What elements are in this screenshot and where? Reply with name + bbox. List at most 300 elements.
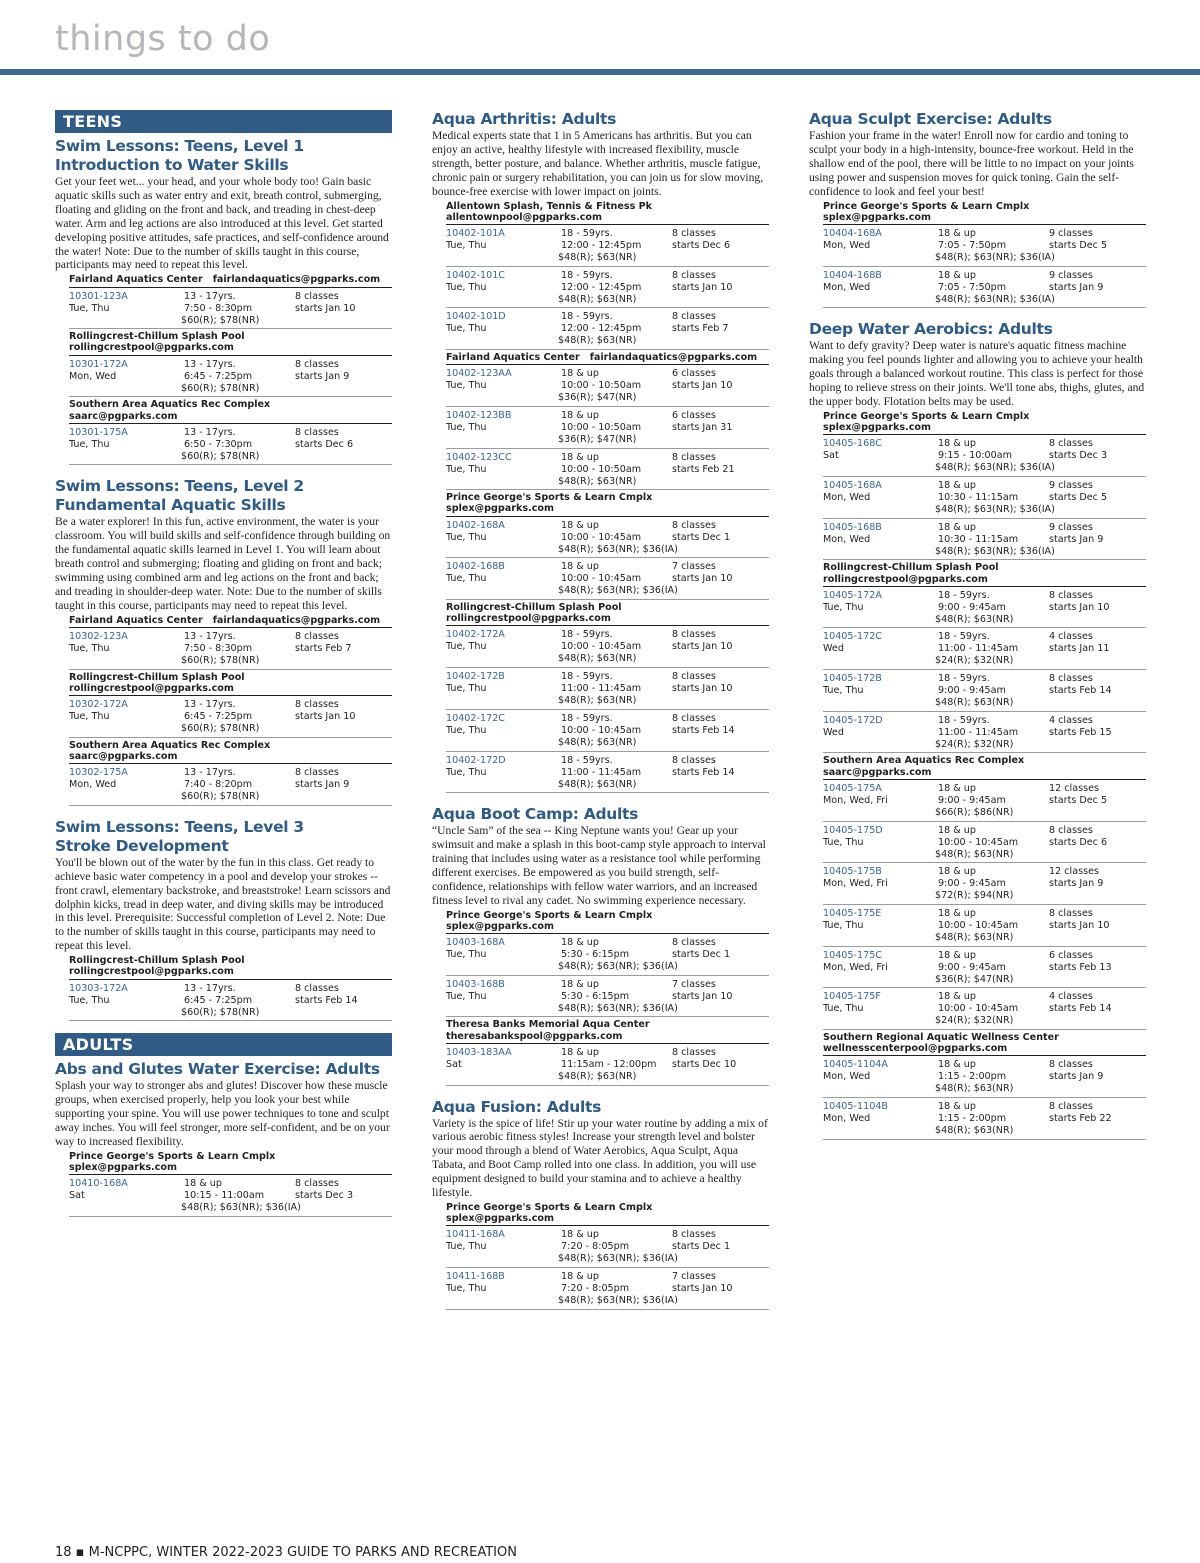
program-section [55, 137, 392, 465]
course-code[interactable]: 10402-172B [446, 671, 505, 683]
start-date: starts Dec 10 [672, 1058, 737, 1070]
class-count: 9 classes [1049, 479, 1093, 491]
class-row [69, 288, 392, 330]
days: Tue, Thu [446, 949, 487, 961]
category-bar: TEENS [55, 110, 392, 133]
course-code[interactable]: 10410-168A [69, 1178, 128, 1190]
class-row [69, 628, 392, 670]
class-row [823, 477, 1146, 519]
course-code[interactable]: 10303-172A [69, 982, 128, 994]
program-section [809, 320, 1146, 1139]
start-date: starts Jan 10 [672, 380, 733, 392]
class-row [446, 752, 769, 794]
location-name: Rollingcrest-Chillum Splash Pool rollingcrestpool@pgparks.com [69, 672, 392, 696]
location-block [446, 492, 769, 600]
fees: $48(R); $63(NR) [935, 1125, 1014, 1137]
class-count: 8 classes [295, 426, 339, 438]
course-code[interactable]: 10405-172D [823, 714, 883, 726]
time: 10:00 - 10:45am [561, 641, 642, 653]
course-code[interactable]: 10302-172A [69, 699, 128, 711]
start-date: starts Feb 14 [672, 766, 735, 778]
days: Tue, Thu [446, 323, 487, 335]
program-title: Swim Lessons: Teens, Level 1 Introduction to Water Skills [55, 137, 304, 174]
class-count: 8 classes [1049, 824, 1093, 836]
fees: $48(R); $63(NR); $36(IA) [935, 293, 1055, 305]
course-code[interactable]: 10302-123A [69, 630, 128, 642]
time: 9:00 - 9:45am [938, 794, 1006, 806]
class-count: 9 classes [1049, 521, 1093, 533]
start-date: starts Feb 14 [1049, 685, 1112, 697]
location-name: Theresa Banks Memorial Aqua Center theresabankspool@pgparks.com [446, 1019, 769, 1043]
age-range: 18 - 59yrs. [561, 712, 613, 724]
fees: $48(R); $63(NR) [558, 653, 637, 665]
course-code[interactable]: 10402-168A [446, 519, 505, 531]
class-count: 8 classes [672, 1229, 716, 1241]
age-range: 18 - 59yrs. [561, 311, 613, 323]
fees: $60(R); $78(NR) [181, 1006, 260, 1018]
course-code[interactable]: 10402-123CC [446, 451, 512, 463]
age-range: 18 & up [938, 866, 976, 878]
age-range: 18 & up [561, 937, 599, 949]
course-code[interactable]: 10404-168A [823, 227, 882, 239]
age-range: 13 - 17yrs. [184, 290, 236, 302]
days: Tue, Thu [446, 1241, 487, 1253]
fees: $48(R); $63(NR); $36(IA) [558, 1002, 678, 1014]
location-block [69, 955, 392, 1021]
start-date: starts Jan 10 [672, 683, 733, 695]
program-description: Variety is the spice of life! Stir up your water routine by adding a mix of various aerobic fitness styles! Increase your strength level and bolster your mood through a blend of Water Aerobics, Aqua Sculpt, Aqua Tabata, and Boot Camp rolled into one class. In addition, you will use equipment designed to build your stamina and to achieve a healthy lifestyle. [432, 1116, 768, 1200]
age-range: 18 - 59yrs. [561, 629, 613, 641]
location-block [446, 1019, 769, 1085]
start-date: starts Jan 9 [1049, 1071, 1104, 1083]
start-date: starts Dec 1 [672, 949, 731, 961]
class-row [823, 519, 1146, 561]
column-2 [432, 110, 769, 1322]
course-code[interactable]: 10405-1104A [823, 1059, 888, 1071]
location-name: Rollingcrest-Chillum Splash Pool rollingcrestpool@pgparks.com [446, 602, 769, 626]
course-code[interactable]: 10402-101C [446, 269, 505, 281]
age-range: 13 - 17yrs. [184, 630, 236, 642]
age-range: 18 & up [938, 438, 976, 450]
course-code[interactable]: 10405-168A [823, 479, 882, 491]
fees: $24(R); $32(NR) [935, 655, 1014, 667]
course-code[interactable]: 10405-168B [823, 521, 882, 533]
age-range: 18 & up [938, 1101, 976, 1113]
age-range: 18 - 59yrs. [561, 269, 613, 281]
class-row [446, 710, 769, 752]
days: Tue, Thu [69, 438, 110, 450]
age-range: 18 - 59yrs. [561, 671, 613, 683]
age-range: 18 & up [561, 451, 599, 463]
fees: $48(R); $63(NR); $36(IA) [935, 251, 1055, 263]
start-date: starts Feb 13 [1049, 961, 1112, 973]
days: Wed [823, 726, 844, 738]
start-date: starts Jan 10 [672, 1283, 733, 1295]
course-code[interactable]: 10405-175C [823, 949, 882, 961]
fees: $48(R); $63(NR); $36(IA) [935, 503, 1055, 515]
location-block [69, 274, 392, 329]
fees: $48(R); $63(NR); $36(IA) [935, 462, 1055, 474]
age-range: 18 & up [938, 949, 976, 961]
class-row [69, 980, 392, 1022]
location-block [69, 331, 392, 397]
class-count: 8 classes [672, 712, 716, 724]
class-count: 8 classes [1049, 438, 1093, 450]
days: Mon, Wed [823, 1113, 871, 1125]
start-date: starts Jan 9 [1049, 533, 1104, 545]
fees: $48(R); $63(NR); $36(IA) [558, 1253, 678, 1265]
fees: $48(R); $63(NR) [558, 251, 637, 263]
class-row [823, 1098, 1146, 1140]
fees: $48(R); $63(NR) [935, 1083, 1014, 1095]
time: 11:00 - 11:45am [561, 766, 642, 778]
time: 1:15 - 2:00pm [938, 1071, 1007, 1083]
location-name: Rollingcrest-Chillum Splash Pool rollingcrestpool@pgparks.com [823, 562, 1146, 586]
course-code[interactable]: 10405-175D [823, 824, 883, 836]
time: 6:45 - 7:25pm [184, 370, 253, 382]
location-block [823, 201, 1146, 309]
fees: $24(R); $32(NR) [935, 1015, 1014, 1027]
fees: $48(R); $63(NR) [558, 1070, 637, 1082]
course-code[interactable]: 10402-172C [446, 712, 505, 724]
fees: $60(R); $78(NR) [181, 450, 260, 462]
days: Tue, Thu [446, 641, 487, 653]
course-code[interactable]: 10404-168B [823, 269, 882, 281]
course-code[interactable]: 10405-175E [823, 907, 882, 919]
start-date: starts Jan 10 [672, 990, 733, 1002]
fees: $72(R); $94(NR) [935, 890, 1014, 902]
time: 10:00 - 10:45am [938, 836, 1019, 848]
time: 1:15 - 2:00pm [938, 1113, 1007, 1125]
location-block [823, 755, 1146, 1030]
course-code[interactable]: 10402-172D [446, 754, 506, 766]
age-range: 18 & up [561, 1046, 599, 1058]
start-date: starts Dec 5 [1049, 239, 1108, 251]
program-description: Get your feet wet... your head, and your whole body too! Gain basic aquatic skills such as water entry and exit, breath control, submerging, floating and gliding on the front and back, and treading in chest-deep water. Arm and leg actions are also introduced at this level. Get started developing positive attitudes, safe practices, and self-confidence around the water! Note: Due to the number of skills taught in this course, participants may need to repeat this level. [55, 175, 389, 272]
program-description: Want to defy gravity? Deep water is nature's aquatic fitness machine making you feel pounds lighter and allowing you to achieve your health goals through a balanced workout routine. This class is perfect for those hoping to relieve stress on their joints. We'll tone abs, thighs, glutes, and the upper body. Flotation belts may be used. [809, 339, 1145, 408]
class-row [823, 435, 1146, 477]
header-rule [0, 69, 1200, 75]
time: 9:00 - 9:45am [938, 878, 1006, 890]
age-range: 18 & up [561, 368, 599, 380]
age-range: 18 & up [561, 409, 599, 421]
start-date: starts Jan 11 [1049, 643, 1110, 655]
time: 9:15 - 10:00am [938, 450, 1012, 462]
course-code[interactable]: 10402-101D [446, 311, 506, 323]
days: Sat [446, 1058, 462, 1070]
days: Tue, Thu [823, 836, 864, 848]
location-name: Prince George's Sports & Learn Cmplx splex@pgparks.com [446, 492, 769, 516]
age-range: 18 - 59yrs. [938, 673, 990, 685]
location-block [823, 1032, 1146, 1140]
course-code[interactable]: 10405-1104B [823, 1101, 888, 1113]
course-code[interactable]: 10302-175A [69, 767, 128, 779]
fees: $36(R); $47(NR) [935, 973, 1014, 985]
class-row [446, 449, 769, 491]
days: Mon, Wed [823, 239, 871, 251]
program-section [55, 477, 392, 805]
start-date: starts Dec 6 [672, 239, 731, 251]
time: 11:00 - 11:45am [561, 683, 642, 695]
days: Tue, Thu [446, 281, 487, 293]
start-date: starts Feb 7 [295, 642, 352, 654]
start-date: starts Feb 15 [1049, 726, 1112, 738]
class-row [823, 822, 1146, 864]
days: Tue, Thu [446, 421, 487, 433]
course-code[interactable]: 10405-172A [823, 589, 882, 601]
course-code[interactable]: 10405-172C [823, 631, 882, 643]
start-date: starts Jan 9 [295, 370, 350, 382]
time: 10:00 - 10:50am [561, 463, 642, 475]
age-range: 13 - 17yrs. [184, 982, 236, 994]
fees: $60(R); $78(NR) [181, 382, 260, 394]
class-count: 8 classes [1049, 589, 1093, 601]
page-footer: 18 ▪ M-NCPPC, WINTER 2022-2023 GUIDE TO PARKS AND RECREATION [55, 1545, 517, 1560]
age-range: 18 & up [561, 1229, 599, 1241]
program-title: Aqua Fusion: Adults [432, 1097, 602, 1116]
fees: $60(R); $78(NR) [181, 723, 260, 735]
location-block [446, 602, 769, 793]
age-range: 18 & up [938, 479, 976, 491]
program-section [55, 1060, 392, 1217]
class-row [823, 780, 1146, 822]
class-row [823, 225, 1146, 267]
class-count: 8 classes [295, 982, 339, 994]
location-name: Southern Area Aquatics Rec Complex saarc@pgparks.com [69, 399, 392, 423]
start-date: starts Feb 14 [672, 724, 735, 736]
age-range: 18 & up [561, 978, 599, 990]
class-count: 8 classes [295, 630, 339, 642]
class-row [823, 712, 1146, 754]
time: 10:00 - 10:45am [561, 573, 642, 585]
fees: $48(R); $63(NR); $36(IA) [558, 961, 678, 973]
days: Mon, Wed [823, 281, 871, 293]
age-range: 18 & up [561, 1271, 599, 1283]
location-block [69, 399, 392, 465]
course-code[interactable]: 10405-175B [823, 866, 882, 878]
start-date: starts Jan 9 [1049, 878, 1104, 890]
time: 6:45 - 7:25pm [184, 711, 253, 723]
program-description: Fashion your frame in the water! Enroll now for cardio and toning to sculpt your body in a high-intensity, bounce-free workout. Held in the shallow end of the pool, there will be little to no impact on your joints using power and suspension moves for quick toning. Gain the self-confidence to look and feel your best! [809, 129, 1134, 198]
location-name: Southern Regional Aquatic Wellness Center wellnesscenterpool@pgparks.com [823, 1032, 1146, 1056]
days: Tue, Thu [446, 990, 487, 1002]
days: Tue, Thu [446, 766, 487, 778]
class-count: 8 classes [1049, 1101, 1093, 1113]
location-name: Prince George's Sports & Learn Cmplx splex@pgparks.com [446, 1202, 769, 1226]
fees: $48(R); $63(NR) [558, 335, 637, 347]
program-description: Be a water explorer! In this fun, active environment, the water is your classroom. You will build skills and self-confidence through building on the fundamental aquatic skills learned in Level 1. You will learn about breath control and submerging; floating and gliding on front and back; swimming using combined arm and leg actions on the front and back; and treading in shoulder-deep water. Note: Due to the number of skills taught in this course, participants may need to repeat this level. [55, 515, 391, 612]
location-name: Southern Area Aquatics Rec Complex saarc@pgparks.com [69, 740, 392, 764]
class-count: 6 classes [1049, 949, 1093, 961]
program-title: Aqua Boot Camp: Adults [432, 805, 639, 824]
class-row [69, 356, 392, 398]
location-name: Allentown Splash, Tennis & Fitness Pk allentownpool@pgparks.com [446, 201, 769, 225]
start-date: starts Jan 10 [295, 711, 356, 723]
location-name: Prince George's Sports & Learn Cmplx splex@pgparks.com [446, 910, 769, 934]
program-section [432, 1098, 769, 1310]
page-header [0, 0, 1200, 78]
class-count: 9 classes [1049, 269, 1093, 281]
program-title: Aqua Arthritis: Adults [432, 110, 617, 128]
course-code[interactable]: 10403-168B [446, 978, 505, 990]
class-count: 4 classes [1049, 714, 1093, 726]
class-count: 6 classes [672, 368, 716, 380]
start-date: starts Dec 3 [295, 1190, 354, 1202]
days: Mon, Wed [69, 370, 117, 382]
class-row [823, 1056, 1146, 1098]
class-row [823, 988, 1146, 1030]
age-range: 18 - 59yrs. [938, 589, 990, 601]
class-count: 8 classes [295, 290, 339, 302]
time: 10:15 - 11:00am [184, 1190, 265, 1202]
fees: $48(R); $63(NR) [558, 778, 637, 790]
time: 7:40 - 8:20pm [184, 779, 253, 791]
class-row [446, 407, 769, 449]
class-count: 8 classes [295, 1178, 339, 1190]
fees: $60(R); $78(NR) [181, 791, 260, 803]
course-code[interactable]: 10402-172A [446, 629, 505, 641]
location-block [69, 740, 392, 806]
time: 12:00 - 12:45pm [561, 323, 642, 335]
fees: $60(R); $78(NR) [181, 314, 260, 326]
location-name: Rollingcrest-Chillum Splash Pool rollingcrestpool@pgparks.com [69, 955, 392, 979]
start-date: starts Feb 21 [672, 463, 735, 475]
fees: $48(R); $63(NR) [558, 695, 637, 707]
location-name: Fairland Aquatics Center fairlandaquatics@pgparks.com [69, 274, 392, 287]
class-count: 9 classes [1049, 227, 1093, 239]
time: 12:00 - 12:45pm [561, 239, 642, 251]
course-code[interactable]: 10405-175F [823, 991, 881, 1003]
program-title: Swim Lessons: Teens, Level 3 Stroke Development [55, 817, 304, 855]
days: Tue, Thu [69, 994, 110, 1006]
days: Tue, Thu [823, 601, 864, 613]
class-count: 8 classes [672, 671, 716, 683]
course-code[interactable]: 10402-123BB [446, 409, 512, 421]
class-count: 12 classes [1049, 782, 1099, 794]
time: 11:00 - 11:45am [938, 643, 1019, 655]
days: Tue, Thu [446, 1283, 487, 1295]
days: Tue, Thu [446, 573, 487, 585]
course-code[interactable]: 10405-168C [823, 438, 882, 450]
class-row [69, 696, 392, 738]
fees: $48(R); $63(NR) [935, 613, 1014, 625]
course-code[interactable]: 10301-172A [69, 358, 128, 370]
course-code[interactable]: 10411-168B [446, 1271, 505, 1283]
age-range: 18 - 59yrs. [561, 227, 613, 239]
class-count: 8 classes [1049, 907, 1093, 919]
program-description: Medical experts state that 1 in 5 Americans has arthritis. But you can enjoy an active, healthy lifestyle with increased flexibility, muscle strength, better posture, and balance. Whether arthritis, muscle fatigue, chronic pain or surgery rehabilitation, you can join us for slow moving, bounce-free exercise with lower impact on joints. [432, 129, 764, 198]
location-name: Prince George's Sports & Learn Cmplx splex@pgparks.com [823, 411, 1146, 435]
column-1 [55, 110, 392, 1229]
class-row [446, 976, 769, 1018]
class-row [823, 267, 1146, 309]
course-code[interactable]: 10403-168A [446, 937, 505, 949]
days: Mon, Wed [823, 533, 871, 545]
time: 10:00 - 10:45am [561, 531, 642, 543]
page-title: things to do [55, 19, 271, 59]
location-block [69, 672, 392, 738]
days: Mon, Wed, Fri [823, 961, 888, 973]
start-date: starts Jan 10 [672, 641, 733, 653]
start-date: starts Dec 6 [295, 438, 354, 450]
class-count: 8 classes [672, 227, 716, 239]
course-code[interactable]: 10403-183AA [446, 1046, 512, 1058]
fees: $36(R); $47(NR) [558, 433, 637, 445]
course-code[interactable]: 10301-175A [69, 426, 128, 438]
days: Tue, Thu [69, 302, 110, 314]
location-name: Fairland Aquatics Center fairlandaquatics@pgparks.com [446, 352, 769, 365]
age-range: 18 & up [938, 1059, 976, 1071]
start-date: starts Dec 6 [1049, 836, 1108, 848]
age-range: 18 & up [184, 1178, 222, 1190]
start-date: starts Jan 31 [672, 421, 733, 433]
course-code[interactable]: 10405-172B [823, 673, 882, 685]
time: 12:00 - 12:45pm [561, 281, 642, 293]
fees: $48(R); $63(NR) [558, 736, 637, 748]
course-code[interactable]: 10402-123AA [446, 368, 512, 380]
location-name: Prince George's Sports & Learn Cmplx splex@pgparks.com [823, 201, 1146, 225]
age-range: 18 & up [561, 561, 599, 573]
class-count: 7 classes [672, 1271, 716, 1283]
days: Wed [823, 643, 844, 655]
days: Mon, Wed [823, 491, 871, 503]
class-count: 8 classes [295, 767, 339, 779]
fees: $48(R); $63(NR); $36(IA) [558, 543, 678, 555]
location-block [446, 352, 769, 490]
class-row [446, 668, 769, 710]
fees: $60(R); $78(NR) [181, 654, 260, 666]
start-date: starts Jan 10 [672, 573, 733, 585]
start-date: starts Dec 5 [1049, 491, 1108, 503]
course-code[interactable]: 10301-123A [69, 290, 128, 302]
start-date: starts Feb 14 [295, 994, 358, 1006]
location-block [823, 411, 1146, 560]
course-code[interactable]: 10402-168B [446, 561, 505, 573]
time: 7:20 - 8:05pm [561, 1241, 630, 1253]
class-row [446, 934, 769, 976]
start-date: starts Dec 3 [1049, 450, 1108, 462]
class-row [446, 558, 769, 600]
class-row [446, 225, 769, 267]
class-count: 8 classes [672, 1046, 716, 1058]
course-code[interactable]: 10411-168A [446, 1229, 505, 1241]
location-name: Fairland Aquatics Center fairlandaquatics@pgparks.com [69, 615, 392, 628]
fees: $48(R); $63(NR) [558, 293, 637, 305]
class-count: 8 classes [672, 451, 716, 463]
start-date: starts Feb 22 [1049, 1113, 1112, 1125]
time: 5:30 - 6:15pm [561, 949, 630, 961]
fees: $48(R); $63(NR); $36(IA) [935, 545, 1055, 557]
course-code[interactable]: 10405-175A [823, 782, 882, 794]
class-count: 7 classes [672, 561, 716, 573]
location-block [69, 1151, 392, 1217]
course-code[interactable]: 10402-101A [446, 227, 505, 239]
days: Tue, Thu [823, 1003, 864, 1015]
class-row [823, 587, 1146, 629]
class-row [69, 764, 392, 806]
time: 10:30 - 11:15am [938, 491, 1019, 503]
start-date: starts Dec 5 [1049, 794, 1108, 806]
days: Sat [69, 1190, 85, 1202]
location-block [69, 615, 392, 670]
location-block [446, 910, 769, 1018]
class-count: 6 classes [672, 409, 716, 421]
days: Tue, Thu [823, 919, 864, 931]
fees: $66(R); $86(NR) [935, 806, 1014, 818]
class-row [446, 1268, 769, 1310]
class-row [446, 267, 769, 309]
fees: $48(R); $63(NR) [935, 848, 1014, 860]
